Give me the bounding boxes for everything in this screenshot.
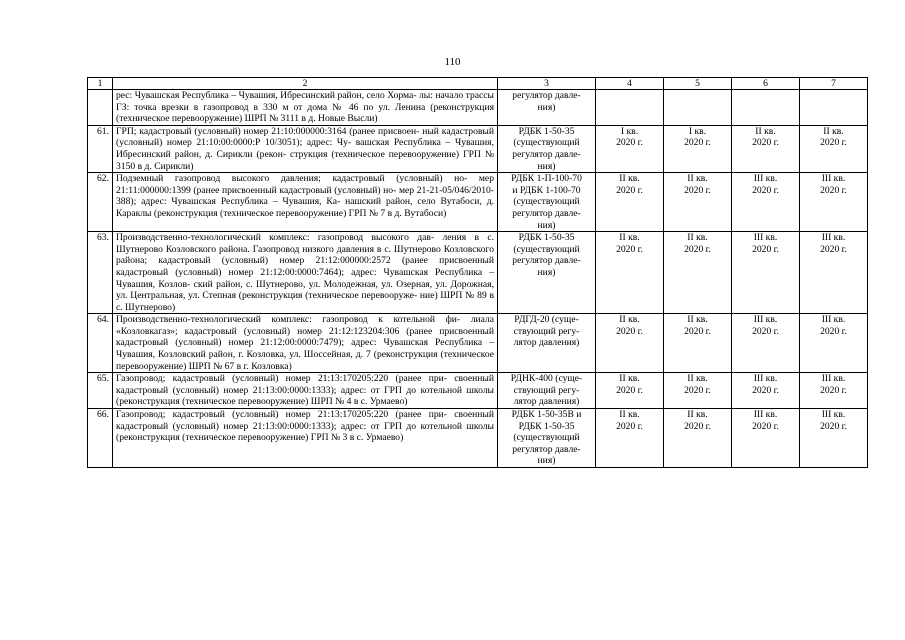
regulator-cell xyxy=(498,373,596,409)
schedule-line: 2020 г. xyxy=(752,325,779,337)
row-number: 66. xyxy=(88,409,113,468)
schedule-cell-q5 xyxy=(664,373,732,409)
regulator-line: (существующий xyxy=(513,432,580,444)
description-line: ления в с. Шутнерово Козловского района. Газопровод низкого давления в xyxy=(116,232,494,255)
object-description xyxy=(113,314,498,373)
schedule-line: 2020 г. xyxy=(616,243,643,255)
schedule-line: II кв. xyxy=(687,173,708,185)
schedule-line: 2020 г. xyxy=(820,384,847,396)
object-description xyxy=(113,125,498,172)
schedule-line: 2020 г. xyxy=(684,325,711,337)
schedule-cell-q7 xyxy=(800,373,868,409)
schedule-line: III кв. xyxy=(821,173,846,185)
schedule-line: 2020 г. xyxy=(752,420,779,432)
description-line: ул. Ленина (реконструкция (техническое перевооружение) ШРП № 3111 в xyxy=(116,101,494,125)
schedule-line: I кв. xyxy=(688,125,707,137)
regulator-line: ния) xyxy=(537,160,556,172)
schedule-line: 2020 г. xyxy=(684,184,711,196)
table-row xyxy=(88,90,868,126)
schedule-line: 2020 г. xyxy=(820,420,847,432)
schedule-cell-q7 xyxy=(800,232,868,314)
schedule-cell-q7 xyxy=(800,90,868,126)
regulator-line: регулятор давле- xyxy=(512,255,581,267)
description-line: лы: начало трассы ГЗ: точка врезки в газопровод в 330 м от дома № 46 по xyxy=(116,90,494,113)
table-row xyxy=(88,232,868,314)
description-line: Газопровод; кадастровый (условный) номер 21:13:170205:220 (ранее при- xyxy=(116,409,447,421)
schedule-cell-q5 xyxy=(664,409,732,468)
row-number: 65. xyxy=(88,373,113,409)
regulator-line: (существующий xyxy=(513,243,580,255)
schedule-line: 2020 г. xyxy=(752,384,779,396)
schedule-line: III кв. xyxy=(821,314,846,326)
description-line: ГРП до котельной школы (реконструкция (техническое перевооружение) xyxy=(116,420,494,444)
regulator-line: ния) xyxy=(537,455,556,467)
description-line: ул. Шоссейная, д. 7 (реконструкция (техническое перевооружение) ШРП xyxy=(116,349,494,372)
regulator-line: лятор давления) xyxy=(513,337,580,349)
regulator-line: РДГД-20 (суще- xyxy=(514,314,579,326)
description-line: Производственно-технологический комплекс: газопровод к котельной фи- xyxy=(116,314,461,326)
schedule-line: III кв. xyxy=(821,409,846,421)
schedule-cell-q5 xyxy=(664,90,732,126)
object-description xyxy=(113,373,498,409)
schedule-cell-q7 xyxy=(800,314,868,373)
schedule-line: 2020 г. xyxy=(616,137,643,149)
schedule-line: II кв. xyxy=(619,409,640,421)
schedule-cell-q7 xyxy=(800,125,868,172)
regulator-line: ния) xyxy=(537,266,556,278)
schedule-line: 2020 г. xyxy=(616,384,643,396)
table-row xyxy=(88,125,868,172)
row-number: 63. xyxy=(88,232,113,314)
schedule-cell-q5 xyxy=(664,314,732,373)
regulator-line: ния) xyxy=(537,219,556,231)
schedule-line: II кв. xyxy=(687,314,708,326)
schedule-line: 2020 г. xyxy=(684,137,711,149)
schedule-line: 2020 г. xyxy=(752,137,779,149)
description-line: мер 21-21-05/046/2010-388); адрес: Чувашская Республика – Чувашия, Ка- xyxy=(116,184,494,208)
schedule-line: 2020 г. xyxy=(616,184,643,196)
schedule-cell-q4 xyxy=(596,232,664,314)
description-line: 21:12:00:0000:7464); адрес: Чувашская Республика – Чувашия, Козлов- xyxy=(116,266,494,290)
schedule-line: II кв. xyxy=(619,314,640,326)
description-line: ГРП до котельной школы (реконструкция (техническое перевооружение) xyxy=(116,384,494,408)
description-line: 21:12:000000:2572 (ранее присвоенный кадастровый (условный) номер xyxy=(116,255,494,278)
regulator-line: ния) xyxy=(537,101,556,113)
regulator-line: РДБК 1-50-35 xyxy=(518,232,575,244)
schedule-cell-q4 xyxy=(596,314,664,373)
header-row xyxy=(88,78,868,90)
schedule-cell-q5 xyxy=(664,125,732,172)
schedule-line: III кв. xyxy=(753,409,778,421)
description-line: своенный кадастровый (условный) номер 21:13:00:0000:1333); адрес: от xyxy=(116,409,494,432)
regulator-line: регулятор давле- xyxy=(512,443,581,455)
description-line: № 67 в г. Козловка) xyxy=(213,360,292,372)
schedule-line: II кв. xyxy=(823,125,844,137)
schedule-line: 2020 г. xyxy=(684,420,711,432)
description-line: ул. Центральная, ул. Степная (реконструкция (техническое перевооруже- xyxy=(116,290,418,302)
column-header: 7 xyxy=(800,78,868,90)
description-line: лиала «Козловкагаз»; кадастровый (условный) номер 21:12:123204:306 xyxy=(116,314,495,337)
regulator-line: регулятор давле- xyxy=(512,207,581,219)
schedule-cell-q4 xyxy=(596,125,664,172)
description-line: вашская Республика – Чувашия, Ибресинский район, д. Сирикли (рекон- xyxy=(116,137,494,160)
description-line: Подземный газопровод высокого давления; кадастровый (условный) но- xyxy=(116,173,468,185)
description-line: нашский район, село Вутабоси, д. Караклы (реконструкция (техническое xyxy=(116,196,494,219)
schedule-cell-q7 xyxy=(800,173,868,232)
schedule-line: III кв. xyxy=(753,373,778,385)
object-description xyxy=(113,232,498,314)
description-line: ГРП № 3 в с. Урмаево) xyxy=(310,432,404,444)
schedule-line: 2020 г. xyxy=(820,184,847,196)
row-number: 62. xyxy=(88,173,113,232)
description-line: Газопровод; кадастровый (условный) номер 21:13:170205:220 (ранее при- xyxy=(116,373,447,385)
regulator-cell xyxy=(498,314,596,373)
schedule-line: II кв. xyxy=(687,373,708,385)
regulator-line: РДБК 1-50-35 xyxy=(518,125,575,137)
schedule-cell-q6 xyxy=(732,173,800,232)
object-description xyxy=(113,173,498,232)
schedule-cell-q5 xyxy=(664,232,732,314)
row-number xyxy=(88,90,113,126)
schedule-cell-q6 xyxy=(732,232,800,314)
schedule-cell-q4 xyxy=(596,409,664,468)
regulator-cell xyxy=(498,409,596,468)
schedule-line: 2020 г. xyxy=(684,243,711,255)
regulator-line: (существующий xyxy=(513,137,580,149)
row-number: 64. xyxy=(88,314,113,373)
description-line: ШРП № 4 в с. Урмаево) xyxy=(310,396,408,408)
schedule-line: III кв. xyxy=(821,373,846,385)
schedule-cell-q5 xyxy=(664,173,732,232)
schedule-line: 2020 г. xyxy=(820,243,847,255)
object-description xyxy=(113,409,498,468)
regulator-line: регулятор давле- xyxy=(512,148,581,160)
schedule-line: I кв. xyxy=(620,125,639,137)
schedule-line: II кв. xyxy=(619,173,640,185)
description-line: ный кадастровый (условный) номер 21:10:00:0000:Р 10/3051); адрес: Чу- xyxy=(116,125,494,149)
description-line: Производственно-технологический комплекс: газопровод высокого дав- xyxy=(116,232,435,244)
description-line: мер 21:11:000000:1399 (ранее присвоенный кадастровый (условный) но- xyxy=(116,173,494,196)
description-line: перевооружение) ГРП № 7 в д. Вутабоси) xyxy=(275,207,447,219)
schedule-line: III кв. xyxy=(753,232,778,244)
regulator-line: РДБК 1-50-35В и xyxy=(511,409,582,421)
table-row xyxy=(88,314,868,373)
description-line: своенный кадастровый (условный) номер 21:13:00:0000:1333); адрес: от xyxy=(116,373,494,396)
schedule-cell-q6 xyxy=(732,90,800,126)
schedule-line: II кв. xyxy=(687,409,708,421)
regulator-line: РДНК-400 (суще- xyxy=(510,373,583,385)
schedule-line: 2020 г. xyxy=(684,384,711,396)
row-number: 61. xyxy=(88,125,113,172)
regulator-line: ствующий регу- xyxy=(513,325,580,337)
regulator-cell xyxy=(498,90,596,126)
regulator-cell xyxy=(498,173,596,232)
regulator-cell xyxy=(498,232,596,314)
schedule-line: 2020 г. xyxy=(820,137,847,149)
regulator-cell xyxy=(498,125,596,172)
description-line: с. Шутнерово Козловского района; кадастровый (условный) номер xyxy=(116,243,494,267)
schedule-line: III кв. xyxy=(753,314,778,326)
schedule-line: II кв. xyxy=(619,232,640,244)
column-header: 1 xyxy=(88,78,113,90)
schedule-line: II кв. xyxy=(687,232,708,244)
description-line: ГРП; кадастровый (условный) номер 21:10:000000:3164 (ранее присвоен- xyxy=(116,125,420,137)
table-row xyxy=(88,173,868,232)
description-line: д. Новые Высли) xyxy=(308,113,378,125)
regulator-line: РДБК 1-П-100-70 xyxy=(511,173,582,185)
schedule-line: 2020 г. xyxy=(752,184,779,196)
schedule-cell-q6 xyxy=(732,125,800,172)
column-header: 2 xyxy=(113,78,498,90)
description-line: рес: Чувашская Республика – Чувашия, Ибресинский район, село Хорма- xyxy=(116,90,417,101)
table-row xyxy=(88,373,868,409)
infrastructure-table xyxy=(87,77,868,468)
regulator-line: ствующий регу- xyxy=(513,384,580,396)
description-line: ский район, с. Шутнерово, ул. Молодежная, ул. Озерная, ул. Дорожная, xyxy=(193,278,494,290)
page-number: 110 xyxy=(444,56,461,68)
description-line: струкция (техническое перевооружение) ГРП № 3150 в д. Сирикли) xyxy=(116,148,494,172)
regulator-line: регулятор давле- xyxy=(512,90,581,101)
table-body xyxy=(88,90,868,468)
column-header: 4 xyxy=(596,78,664,90)
schedule-line: 2020 г. xyxy=(752,243,779,255)
schedule-cell-q4 xyxy=(596,173,664,232)
schedule-cell-q4 xyxy=(596,90,664,126)
schedule-cell-q4 xyxy=(596,373,664,409)
column-header: 5 xyxy=(664,78,732,90)
object-description xyxy=(113,90,498,126)
regulator-line: лятор давления) xyxy=(513,396,580,408)
column-header: 3 xyxy=(498,78,596,90)
schedule-line: III кв. xyxy=(753,173,778,185)
schedule-line: 2020 г. xyxy=(820,325,847,337)
schedule-line: III кв. xyxy=(821,232,846,244)
description-line: ние) ШРП № 89 в с. Шутнерово) xyxy=(116,290,494,313)
schedule-cell-q6 xyxy=(732,373,800,409)
regulator-line: РДБК 1-50-35 xyxy=(518,420,575,432)
schedule-line: 2020 г. xyxy=(616,420,643,432)
schedule-cell-q6 xyxy=(732,314,800,373)
schedule-line: 2020 г. xyxy=(616,325,643,337)
schedule-line: II кв. xyxy=(619,373,640,385)
schedule-line: II кв. xyxy=(755,125,776,137)
schedule-cell-q6 xyxy=(732,409,800,468)
schedule-cell-q7 xyxy=(800,409,868,468)
regulator-line: (существующий xyxy=(513,196,580,208)
description-line: (ранее присвоенный кадастровый (условный) номер 21:12:00:0000:7479); xyxy=(116,325,494,349)
table-row xyxy=(88,409,868,468)
column-header: 6 xyxy=(732,78,800,90)
regulator-line: и РДБК 1-100-70 xyxy=(512,184,581,196)
description-line: адрес: Чувашская Республика – Чувашия, Козловский район, г. Козловка, xyxy=(116,337,494,361)
